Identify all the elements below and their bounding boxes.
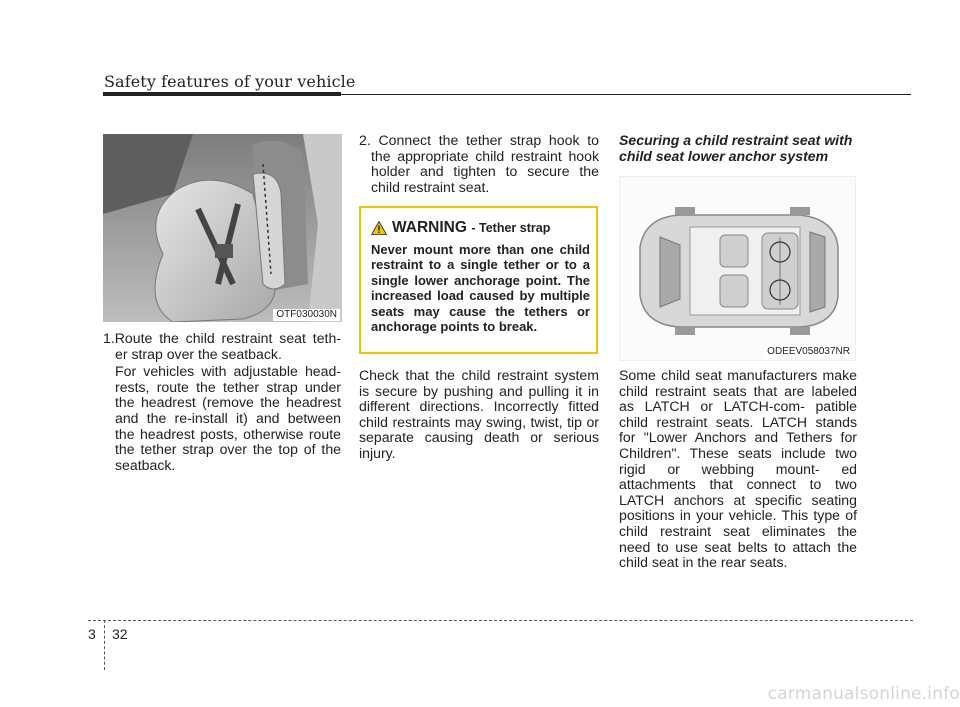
car-topview-photo xyxy=(619,176,856,361)
header-rule-thin xyxy=(341,94,911,95)
step-2-text: 2. Connect the tether strap hook to the appropriate child restraint hook holder and tighten to secure the child restraint seat. xyxy=(359,132,599,195)
warning-subtitle: - Tether strap xyxy=(471,221,551,235)
page-number: 32 xyxy=(112,626,128,642)
car-topview-illustration xyxy=(620,177,855,360)
check-text: Check that the child restraint system is secure by pushing and pulling it in different directions. Incorrectly fitted child restraints may swing, twist, tip or separate causing death or serious injury. xyxy=(359,367,599,461)
warning-heading xyxy=(371,219,550,237)
section-number: 3 xyxy=(88,626,96,642)
right-body-block xyxy=(619,368,857,571)
seat-photo-code: OTF030030N xyxy=(273,309,340,321)
warning-box xyxy=(359,206,598,354)
child-seat-photo xyxy=(103,134,342,322)
car-topview-code: ODEEV058037NR xyxy=(764,346,853,358)
section-heading: Securing a child restraint seat with child seat lower anchor system xyxy=(619,132,853,164)
step-1-detail: For vehicles with adjustable head- rests, route the tether strap under the headrest (remove the headrest and the re-install it) and between the headrest posts, otherwise route the tether strap over the top of the seatback. xyxy=(115,363,341,473)
step-1-text: 1.Route the child restraint seat teth- er strap over the seatback. xyxy=(103,330,341,362)
header-rule-thick xyxy=(103,92,341,96)
step-2-block xyxy=(359,133,599,195)
check-block xyxy=(359,368,599,462)
warning-title: WARNING xyxy=(392,219,467,236)
warning-text: Never mount more than one child restraint to a single tether or to a single lower anchorage point. The increased load caused by multiple seats may cause the tethers or anchorage points to break. xyxy=(371,242,590,335)
footer-rule xyxy=(88,620,913,621)
page-header-title: Safety features of your vehicle xyxy=(104,72,356,91)
warning-triangle-icon xyxy=(371,221,387,235)
footer-vertical-rule xyxy=(104,620,105,670)
latch-body-text: Some child seat manufacturers make child restraint seats that are labeled as LATCH or LATCH-com- patible child restraint seats. LATCH stands for "Lower Anchors and Tethers for Children". These seats include two rigid or webbing mount- ed attachments that connect to two LATCH anchors at specific seating positions in your vehicle. This type of child restraint seat eliminates the need to use seat belts to attach the child seat in the rear seats. xyxy=(619,367,857,571)
child-seat-illustration xyxy=(103,134,342,322)
left-column xyxy=(103,331,341,473)
watermark: carmanualsonline.info xyxy=(767,684,960,704)
